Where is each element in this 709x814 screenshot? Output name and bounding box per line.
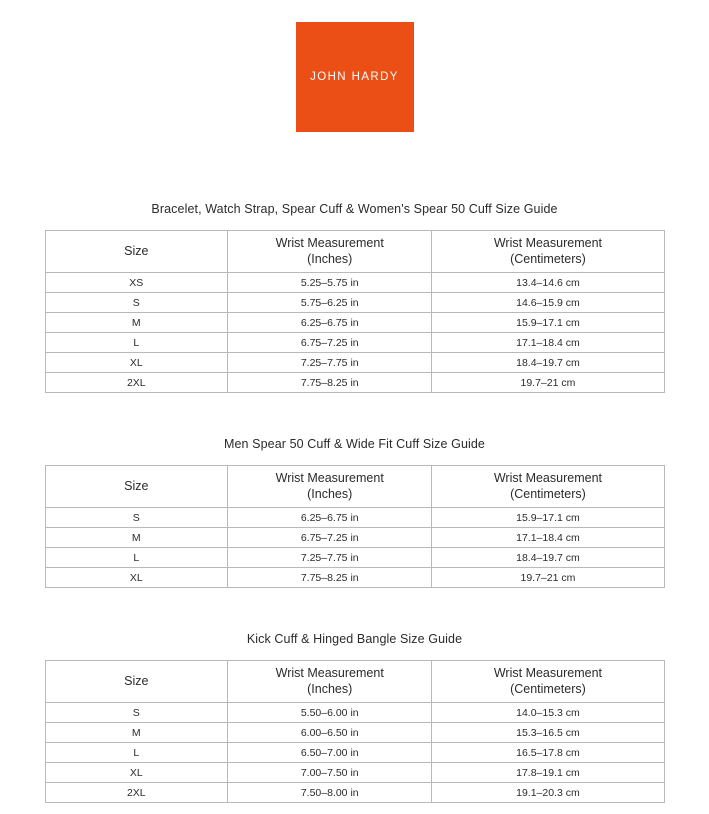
column-header-centimeters-line1: Wrist Measurement: [493, 235, 602, 250]
cell-centimeters: 19.1–20.3 cm: [432, 783, 664, 803]
table-row: [45, 568, 664, 588]
cell-centimeters: 19.7–21 cm: [432, 373, 664, 393]
cell-size: 2XL: [45, 373, 228, 393]
cell-centimeters: 18.4–19.7 cm: [432, 353, 664, 373]
cell-centimeters: 18.4–19.7 cm: [432, 548, 664, 568]
section-title: Kick Cuff & Hinged Bangle Size Guide: [246, 632, 463, 646]
cell-inches: 5.75–6.25 in: [228, 293, 432, 313]
size-table: [45, 230, 665, 393]
cell-size: S: [45, 508, 228, 528]
cell-inches: 6.25–6.75 in: [228, 508, 432, 528]
cell-inches: 6.25–6.75 in: [228, 313, 432, 333]
cell-inches: 7.75–8.25 in: [228, 373, 432, 393]
cell-inches: 5.50–6.00 in: [228, 703, 432, 723]
table-row: [45, 273, 664, 293]
column-header-inches-line1: Wrist Measurement: [275, 235, 384, 250]
table-row: [45, 373, 664, 393]
table-row: [45, 783, 664, 803]
cell-inches: 6.75–7.25 in: [228, 333, 432, 353]
table-row: [45, 548, 664, 568]
john-hardy-logo: [296, 22, 414, 132]
cell-size: XL: [45, 763, 228, 783]
column-header-inches-line2: (Inches): [307, 486, 353, 501]
cell-inches: 7.00–7.50 in: [228, 763, 432, 783]
cell-size: L: [45, 333, 228, 353]
cell-size: M: [45, 723, 228, 743]
table-row: [45, 333, 664, 353]
column-header-inches: [228, 661, 432, 703]
cell-centimeters: 13.4–14.6 cm: [432, 273, 664, 293]
table-row: [45, 763, 664, 783]
cell-size: XL: [45, 568, 228, 588]
column-header-inches: [228, 466, 432, 508]
cell-size: 2XL: [45, 783, 228, 803]
table-row: [45, 508, 664, 528]
cell-size: XS: [45, 273, 228, 293]
cell-inches: 5.25–5.75 in: [228, 273, 432, 293]
cell-centimeters: 17.1–18.4 cm: [432, 528, 664, 548]
cell-centimeters: 15.9–17.1 cm: [432, 313, 664, 333]
cell-inches: 7.75–8.25 in: [228, 568, 432, 588]
cell-centimeters: 16.5–17.8 cm: [432, 743, 664, 763]
cell-inches: 7.25–7.75 in: [228, 548, 432, 568]
size-table: [45, 660, 665, 803]
column-header-centimeters-line2: (Centimeters): [510, 251, 586, 266]
table-row: [45, 293, 664, 313]
column-header-centimeters: [432, 661, 664, 703]
table-row: [45, 313, 664, 333]
cell-size: L: [45, 743, 228, 763]
cell-inches: 6.00–6.50 in: [228, 723, 432, 743]
cell-centimeters: 14.0–15.3 cm: [432, 703, 664, 723]
column-header-centimeters-line1: Wrist Measurement: [493, 470, 602, 485]
column-header-inches-line2: (Inches): [307, 681, 353, 696]
cell-size: L: [45, 548, 228, 568]
cell-inches: 6.75–7.25 in: [228, 528, 432, 548]
column-header-inches-line1: Wrist Measurement: [275, 665, 384, 680]
cell-centimeters: 17.8–19.1 cm: [432, 763, 664, 783]
table-row: [45, 528, 664, 548]
cell-centimeters: 14.6–15.9 cm: [432, 293, 664, 313]
cell-centimeters: 15.3–16.5 cm: [432, 723, 664, 743]
column-header-inches: [228, 231, 432, 273]
column-header-inches-line2: (Inches): [307, 251, 353, 266]
table-row: [45, 723, 664, 743]
column-header-size: Size: [45, 466, 228, 508]
column-header-centimeters-line1: Wrist Measurement: [493, 665, 602, 680]
table-header-row: [45, 231, 664, 273]
column-header-centimeters: [432, 231, 664, 273]
size-guide-section-kick-cuff: [45, 632, 665, 803]
cell-inches: 6.50–7.00 in: [228, 743, 432, 763]
cell-size: XL: [45, 353, 228, 373]
cell-centimeters: 15.9–17.1 cm: [432, 508, 664, 528]
size-guide-section-bracelet: [45, 202, 665, 393]
cell-inches: 7.25–7.75 in: [228, 353, 432, 373]
cell-inches: 7.50–8.00 in: [228, 783, 432, 803]
table-row: [45, 743, 664, 763]
column-header-centimeters-line2: (Centimeters): [510, 681, 586, 696]
cell-size: M: [45, 528, 228, 548]
column-header-size: Size: [45, 231, 228, 273]
cell-centimeters: 17.1–18.4 cm: [432, 333, 664, 353]
brand-header: [0, 0, 709, 132]
table-row: [45, 703, 664, 723]
cell-centimeters: 19.7–21 cm: [432, 568, 664, 588]
cell-size: S: [45, 703, 228, 723]
table-header-row: [45, 466, 664, 508]
section-title: Men Spear 50 Cuff & Wide Fit Cuff Size Guide: [223, 437, 485, 451]
cell-size: S: [45, 293, 228, 313]
column-header-size: Size: [45, 661, 228, 703]
column-header-centimeters-line2: (Centimeters): [510, 486, 586, 501]
column-header-inches-line1: Wrist Measurement: [275, 470, 384, 485]
size-guide-section-men-spear: [45, 437, 665, 588]
logo-text: JOHN HARDY: [310, 71, 399, 83]
section-title: Bracelet, Watch Strap, Spear Cuff & Women's Spear 50 Cuff Size Guide: [151, 202, 558, 216]
table-row: [45, 353, 664, 373]
column-header-centimeters: [432, 466, 664, 508]
table-header-row: [45, 661, 664, 703]
size-table: [45, 465, 665, 588]
cell-size: M: [45, 313, 228, 333]
